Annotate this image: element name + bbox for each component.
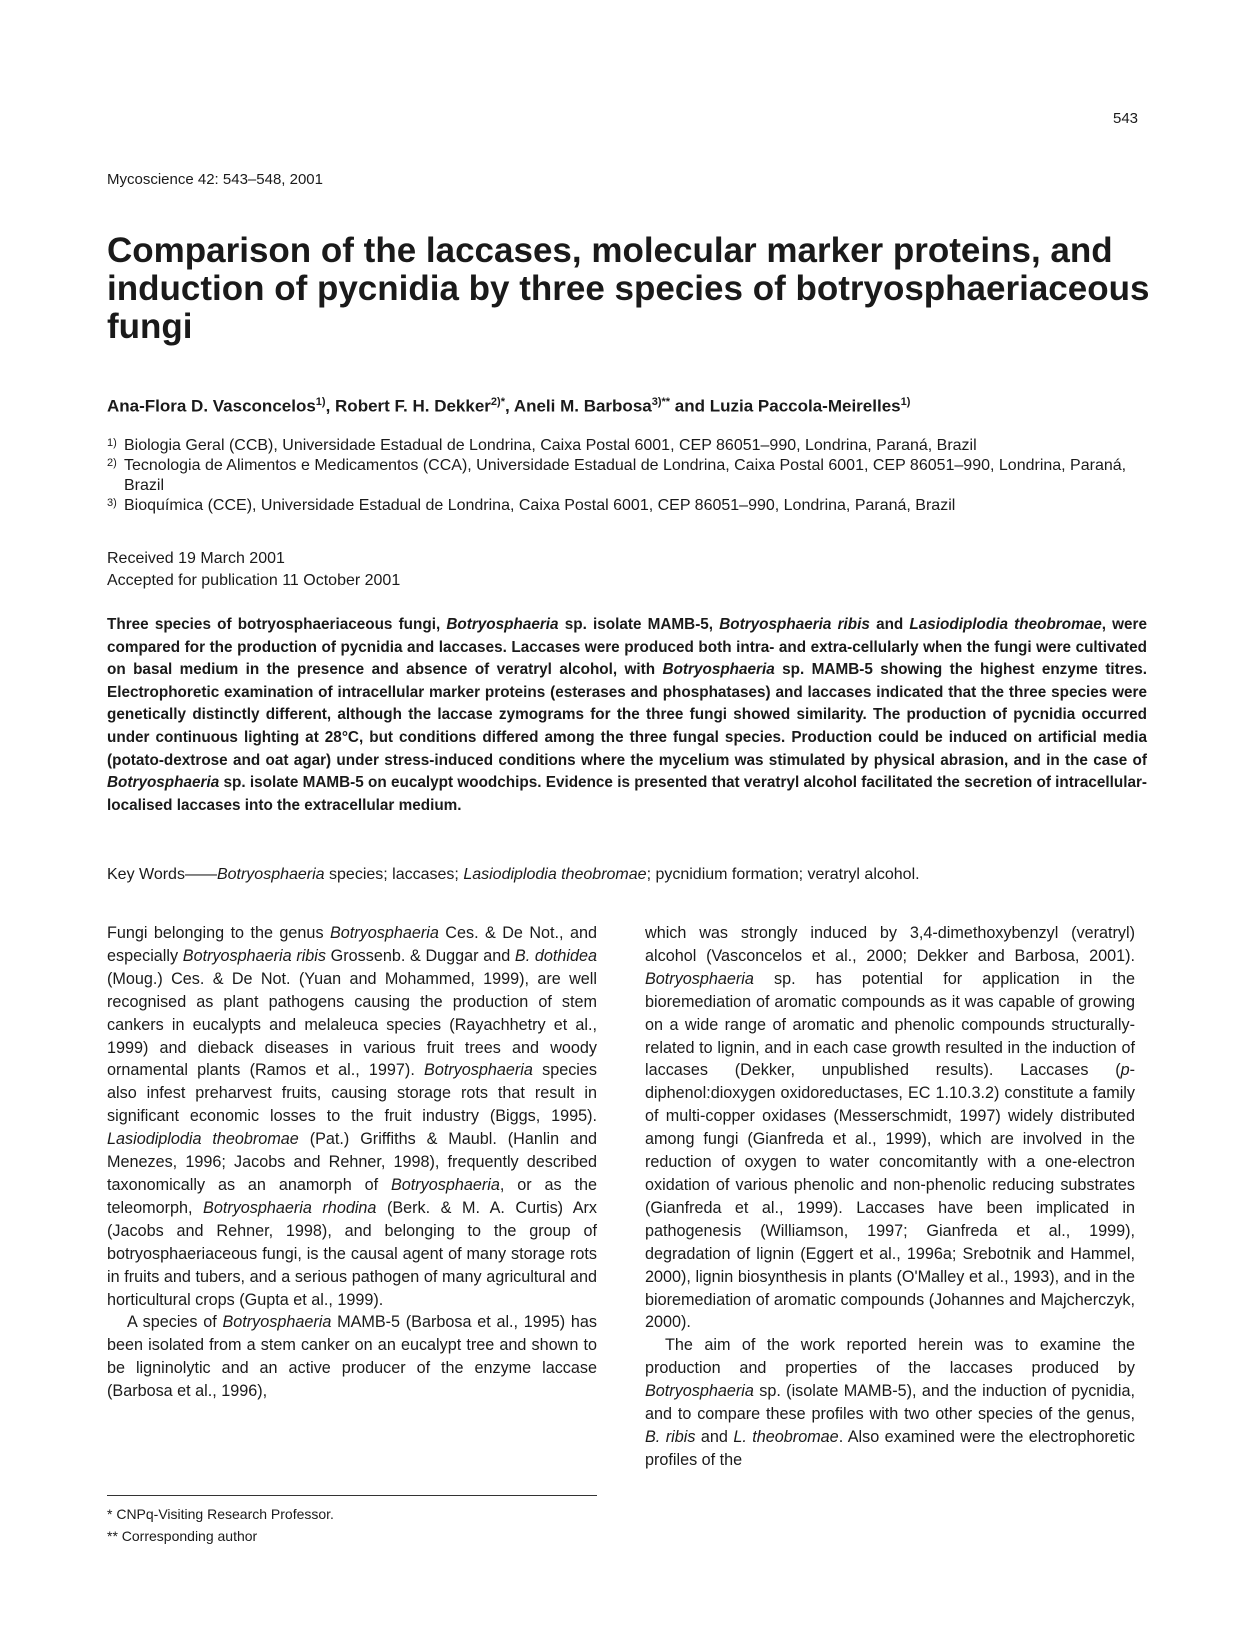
- affiliation-text: Bioquímica (CCE), Universidade Estadual de Londrina, Caixa Postal 6001, CEP 86051–990, Londrina, Paraná, Brazil: [124, 497, 956, 514]
- accepted-date: Accepted for publication 11 October 2001: [107, 572, 401, 589]
- author-affiliation-mark: 1): [315, 396, 326, 408]
- author-name: Ana-Flora D. Vasconcelos: [107, 396, 316, 416]
- affiliation-mark: 2): [107, 457, 117, 469]
- footnote: ** Corresponding author: [107, 1528, 258, 1544]
- journal-reference: Mycoscience 42: 543–548, 2001: [107, 171, 323, 188]
- affiliation-text: Biologia Geral (CCB), Universidade Estadual de Londrina, Caixa Postal 6001, CEP 86051–990, Londrina, Paraná, Brazil: [124, 437, 977, 454]
- paper-title: Comparison of the laccases, molecular marker proteins, and induction of pycnidia by three species of botryosphaeriaceous fungi: [107, 231, 1150, 346]
- author-separator: ,: [504, 396, 514, 416]
- affiliations: [107, 436, 1147, 516]
- footnote: * CNPq-Visiting Research Professor.: [107, 1506, 334, 1522]
- affiliation-item: [107, 496, 1147, 516]
- author-separator: ,: [325, 396, 336, 416]
- affiliation-text: Tecnologia de Alimentos e Medicamentos (CCA), Universidade Estadual de Londrina, Caixa Postal 6001, CEP 86051–990, Londrina, Paraná, Brazil: [124, 457, 1127, 494]
- page-number: 543: [1113, 110, 1139, 127]
- author-name: Robert F. H. Dekker: [335, 396, 491, 416]
- manuscript-dates: [107, 548, 400, 592]
- author-name: Aneli M. Barbosa: [513, 396, 652, 416]
- author-name: Luzia Paccola-Meirelles: [709, 396, 901, 416]
- body-column-right: [645, 922, 1135, 1472]
- author-affiliation-mark: 1): [900, 396, 911, 408]
- received-date: Received 19 March 2001: [107, 550, 285, 567]
- abstract: Three species of botryosphaeriaceous fungi, Botryosphaeria sp. isolate MAMB-5, Botryosphaeria ribis and Lasiodiplodia theobromae, were compared for the production of pycnidia and laccases. Laccases were produced both intra- and extra-cellularly when the fungi were cultivated on basal medium in the presence and absence of veratryl alcohol, with Botryosphaeria sp. MAMB-5 showing the highest enzyme titres. Electrophoretic examination of intracellular marker proteins (esterases and phosphatases) and laccases indicated that the three species were genetically distinctly different, although the laccase zymograms for the three fungi showed similarity. The production of pycnidia occurred under continuous lighting at 28°C, but conditions differed among the three fungal species. Production could be induced on artificial media (potato-dextrose and oat agar) under stress-induced conditions where the mycelium was stimulated by physical abrasion, and in the case of Botryosphaeria sp. isolate MAMB-5 on eucalypt woodchips. Evidence is presented that veratryl alcohol facilitated the secretion of intracellular-localised laccases into the extracellular medium.: [107, 616, 1147, 814]
- affiliation-mark: 1): [107, 437, 117, 449]
- keywords: Key Words——Botryosphaeria species; laccases; Lasiodiplodia theobromae; pycnidium formation; veratryl alcohol.: [107, 866, 920, 883]
- body-column-left: [107, 922, 597, 1403]
- author-list: [107, 396, 1157, 417]
- body-paragraph: The aim of the work reported herein was to examine the production and properties of the laccases produced by Botryosphaeria sp. (isolate MAMB-5), and the induction of pycnidia, and to compare these profiles with two other species of the genus, B. ribis and L. theobromae. Also examined were the electrophoretic profiles of the: [645, 1336, 1135, 1469]
- affiliation-mark: 3): [107, 497, 117, 509]
- footnote-divider: [107, 1495, 597, 1496]
- footnotes: [107, 1503, 334, 1547]
- body-paragraph: A species of Botryosphaeria MAMB-5 (Barbosa et al., 1995) has been isolated from a stem canker on an eucalypt tree and shown to be ligninolytic and an active producer of the enzyme laccase (Barbosa et al., 1996),: [107, 1313, 597, 1401]
- affiliation-item: [107, 436, 1147, 456]
- affiliation-item: [107, 456, 1147, 496]
- body-paragraph: Fungi belonging to the genus Botryosphaeria Ces. & De Not., and especially Botryosphaeria ribis Grossenb. & Duggar and B. dothidea (Moug.) Ces. & De Not. (Yuan and Mohammed, 1999), are well recognised as plant pathogens causing the production of stem cankers in eucalypts and melaleuca species (Rayachhetry et al., 1999) and dieback diseases in various fruit trees and woody ornamental plants (Ramos et al., 1997). Botryosphaeria species also infest preharvest fruits, causing storage rots that result in significant economic losses to the fruit industry (Biggs, 1995). Lasiodiplodia theobromae (Pat.) Griffiths & Maubl. (Hanlin and Menezes, 1996; Jacobs and Rehner, 1998), frequently described taxonomically as an anamorph of Botryosphaeria, or as the teleomorph, Botryosphaeria rhodina (Berk. & M. A. Curtis) Arx (Jacobs and Rehner, 1998), and belonging to the group of botryosphaeriaceous fungi, is the causal agent of many storage rots in fruits and tubers, and a serious pathogen of many agricultural and horticultural crops (Gupta et al., 1999).: [107, 924, 598, 1309]
- author-separator: and: [670, 396, 710, 416]
- body-paragraph: which was strongly induced by 3,4-dimethoxybenzyl (veratryl) alcohol (Vasconcelos et al., 2000; Dekker and Barbosa, 2001). Botryosphaeria sp. has potential for application in the bioremediation of aromatic compounds as it was capable of growing on a wide range of aromatic and phenolic compounds structurally-related to lignin, and in each case growth resulted in the induction of laccases (Dekker, unpublished results). Laccases (p-diphenol:dioxygen oxidoreductases, EC 1.10.3.2) constitute a family of multi-copper oxidases (Messerschmidt, 1997) widely distributed among fungi (Gianfreda et al., 1999), which are involved in the reduction of oxygen to water concomitantly with a one-electron oxidation of various phenolic and non-phenolic reducing substrates (Gianfreda et al., 1999). Laccases have been implicated in pathogenesis (Williamson, 1997; Gianfreda et al., 1999), degradation of lignin (Eggert et al., 1996a; Srebotnik and Hammel, 2000), lignin biosynthesis in plants (O'Malley et al., 1993), and in the bioremediation of aromatic compounds (Johannes and Majcherczyk, 2000).: [645, 924, 1135, 1332]
- author-affiliation-mark: 2)*: [490, 396, 505, 408]
- author-affiliation-mark: 3)**: [651, 396, 671, 408]
